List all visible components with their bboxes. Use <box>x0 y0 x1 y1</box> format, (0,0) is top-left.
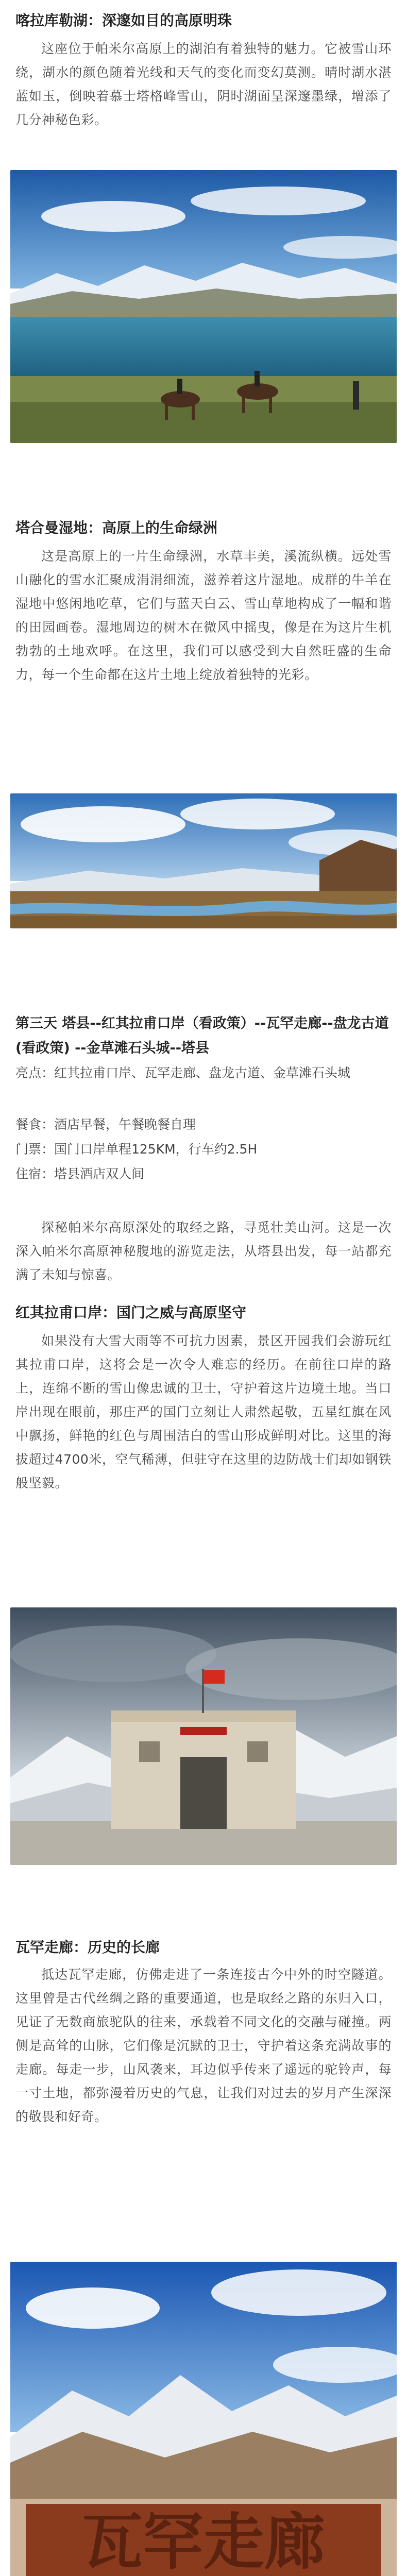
day3-intro: 探秘帕米尔高原深处的取经之路，寻觅壮美山河。这是一次深入帕米尔高原神秘腹地的游览走法，从塔县出发，每一站都充满了未知与惊喜。 <box>15 1220 392 1282</box>
day3-highlights: 亮点：红其拉甫口岸、瓦罕走廊、盘龙古道、金草滩石头城 <box>15 1065 351 1080</box>
day3-meals: 餐食：酒店早餐，午餐晚餐自理 <box>15 1117 196 1132</box>
tahe-heading: 塔合曼湿地：高原上的生命绿洲 <box>15 519 218 536</box>
tahe-wetland-photo <box>10 793 397 928</box>
day3-title: 第三天 塔县--红其拉甫口岸（看政策）--瓦罕走廊--盘龙古道(看政策) --金草滩石头城--塔县 <box>15 1015 389 1056</box>
khunjerab-heading: 红其拉甫口岸：国门之威与高原坚守 <box>15 1304 247 1321</box>
wakhan-heading: 瓦罕走廊：历史的长廊 <box>15 1939 160 1956</box>
wakhan-monument-photo <box>10 2262 397 2576</box>
karakul-lake-photo <box>10 170 397 443</box>
tahe-paragraph: 这是高原上的一片生命绿洲，水草丰美，溪流纵横。远处雪山融化的雪水汇聚成涓涓细流，滋养着这片湿地。成群的牛羊在湿地中悠闲地吃草，它们与蓝天白云、雪山草地构成了一幅和谐的田园画卷。湿地周边的树木在微风中摇曳，像是在为这片生机勃勃的土地欢呼。在这里，我们可以感受到大自然旺盛的生命力，每一个生命都在这片土地上绽放着独特的光彩。 <box>15 549 392 682</box>
khunjerab-gate-photo <box>10 1607 397 1865</box>
day3-lodging: 住宿：塔县酒店双人间 <box>15 1166 145 1181</box>
khunjerab-paragraph: 如果没有大雪大雨等不可抗力因素，景区开园我们会游玩红其拉甫口岸，这将会是一次令人难忘的经历。在前往口岸的路上，连绵不断的雪山像忠诚的卫士，守护着这片边境土地。当口岸出现在眼前，那庄严的国门立刻让人肃然起敬，五星红旗在风中飘扬，鲜艳的红色与周围洁白的雪山形成鲜明对比。这里的海拔超过4700米，空气稀薄，但驻守在这里的边防战士们却如钢铁般坚毅。 <box>15 1333 392 1490</box>
karakul-paragraph: 这座位于帕米尔高原上的湖泊有着独特的魅力。它被雪山环绕，湖水的颜色随着光线和天气的变化而变幻莫测。晴时湖水湛蓝如玉，倒映着慕士塔格峰雪山，阴时湖面呈深邃墨绿，增添了几分神秘色彩。 <box>15 41 392 127</box>
wakhan-monument-sign: 瓦罕走廊 <box>81 2506 326 2576</box>
wakhan-paragraph: 抵达瓦罕走廊，仿佛走进了一条连接古今中外的时空隧道。这里曾是古代丝绸之路的重要通道，也是取经之路的东归入口，见证了无数商旅驼队的往来，承载着不同文化的交融与碰撞。两侧是高耸的山脉，它们像是沉默的卫士，守护着这条充满故事的走廊。每走一步，山风袭来，耳边似乎传来了遥远的驼铃声，每一寸土地，都弥漫着历史的气息，让我们对过去的岁月产生深深的敬畏和好奇。 <box>15 1967 392 2124</box>
day3-tickets: 门票：国门口岸单程125KM，行车约2.5H <box>15 1142 258 1157</box>
karakul-heading: 喀拉库勒湖：深邃如目的高原明珠 <box>15 12 232 29</box>
